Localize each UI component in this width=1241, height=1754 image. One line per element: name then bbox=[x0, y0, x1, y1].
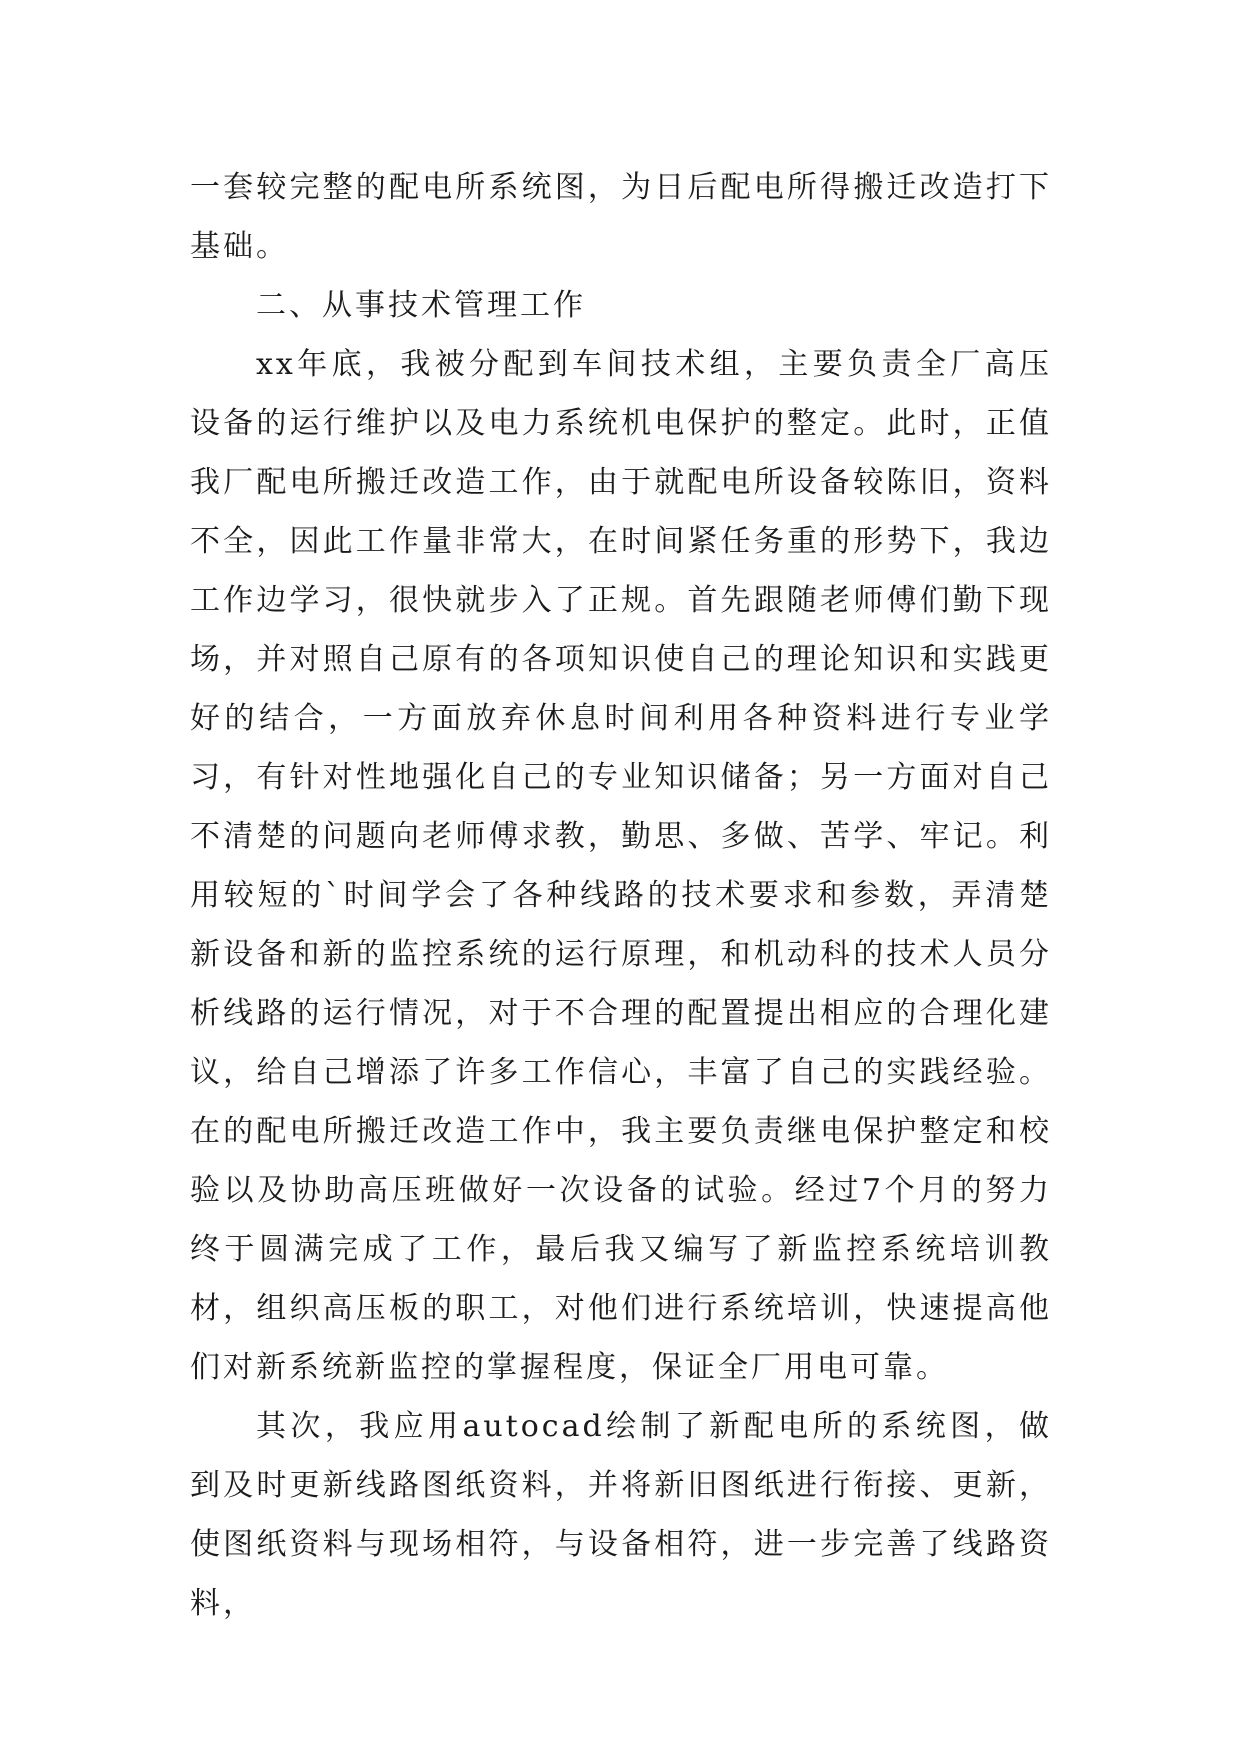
section-heading-technical-management: 二、从事技术管理工作 bbox=[256, 288, 586, 323]
paragraph-technical-group-work: xx年底，我被分配到车间技术组，主要负责全厂高压设备的运行维护以及电力系统机电保护的整定。此时，正值我厂配电所搬迁改造工作，由于就配电所设备较陈旧，资料不全，因此工作量非常大，在时间紧任务重的形势下，我边工作边学习，很快就步入了正规。首先跟随老师傅们勤下现场，并对照自己原有的各项知识使自己的理论知识和实践更好的结合，一方面放弃休息时间利用各种资料进行专业学习，有针对性地强化自己的专业知识储备；另一方面对自己不清楚的问题向老师傅求教，勤思、多做、苦学、牢记。利用较短的`时间学会了各种线路的技术要求和参数，弄清楚新设备和新的监控系统的运行原理，和机动科的技术人员分析线路的运行情况，对于不合理的配置提出相应的合理化建议，给自己增添了许多工作信心，丰富了自己的实践经验。在的配电所搬迁改造工作中，我主要负责继电保护整定和校验以及协助高压班做好一次设备的试验。经过7个月的努力终于圆满完成了工作，最后我又编写了新监控系统培训教材，组织高压板的职工，对他们进行系统培训，快速提高他们对新系统新监控的掌握程度，保证全厂用电可靠。 bbox=[190, 347, 1052, 1385]
paragraph-autocad-drawings: 其次，我应用autocad绘制了新配电所的系统图，做到及时更新线路图纸资料，并将新旧图纸进行衔接、更新，使图纸资料与现场相符，与设备相符，进一步完善了线路资料， bbox=[190, 1409, 1052, 1621]
document-body bbox=[190, 158, 1052, 1633]
paragraph-intro-continuation: 一套较完整的配电所系统图，为日后配电所得搬迁改造打下基础。 bbox=[190, 170, 1052, 264]
